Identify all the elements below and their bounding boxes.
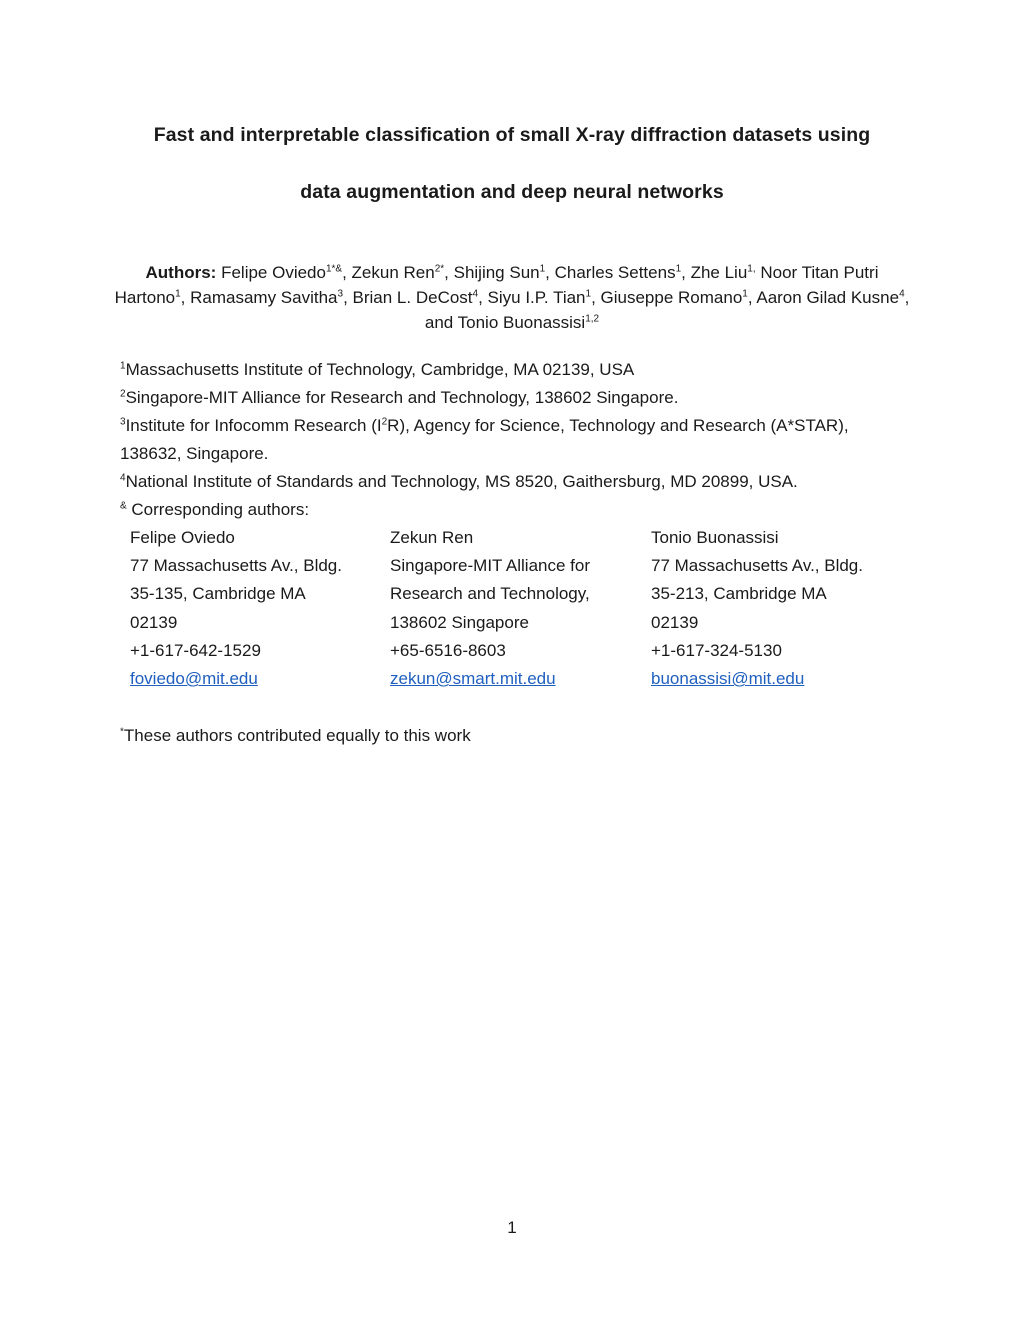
note-text: These authors contributed equally to this work — [123, 726, 471, 745]
contact-phone: +65-6516-8603 — [390, 640, 506, 660]
author-affiliation-sup: 3 — [337, 288, 344, 300]
author-name: , Giuseppe Romano — [591, 288, 743, 307]
affiliation-sup: 1 — [120, 360, 126, 372]
note-sup: * — [120, 726, 124, 738]
contact-address-line: 35-213, Cambridge MA — [651, 584, 827, 604]
author-affiliation-sup: 1 — [742, 288, 748, 300]
contact-phone: +1-617-324-5130 — [651, 640, 782, 660]
contact-name: Tonio Buonassisi — [651, 528, 779, 547]
affiliation-sup: 3 — [120, 416, 126, 428]
contact-email-link[interactable]: zekun@smart.mit.edu — [390, 669, 556, 689]
author-name: , Zhe Liu — [681, 263, 748, 282]
author-affiliation-sup: 2* — [434, 263, 445, 275]
equal-contribution-note — [120, 722, 471, 750]
contact-email-link[interactable]: foviedo@mit.edu — [130, 669, 258, 689]
corresponding-authors-heading — [120, 496, 920, 524]
author-name: , Siyu I.P. Tian — [478, 288, 586, 307]
affiliation-3-line-2: 138632, Singapore. — [120, 444, 269, 463]
affiliation-4 — [120, 468, 920, 496]
author-name: , Ramasamy Savitha — [180, 288, 338, 307]
contact-address-line: 77 Massachusetts Av., Bldg. — [130, 556, 342, 576]
author-name: , Zekun Ren — [342, 263, 435, 282]
contact-address-line: 02139 — [651, 612, 699, 632]
author-affiliation-sup: 1 — [175, 288, 181, 300]
affiliation-text: Singapore-MIT Alliance for Research and Technology, 138602 Singapore. — [125, 388, 679, 407]
contact-address-line: Research and Technology, — [390, 584, 590, 604]
author-name: , and Tonio Buonassisi — [424, 288, 910, 332]
author-name: , Charles Settens — [545, 263, 676, 282]
affiliation-text: National Institute of Standards and Technology, MS 8520, Gaithersburg, MD 20899, USA. — [125, 472, 798, 491]
contact-column-1 — [130, 524, 380, 693]
author-name: Felipe Oviedo — [221, 263, 326, 282]
authors-label: Authors: — [145, 263, 217, 282]
contact-email-link[interactable]: buonassisi@mit.edu — [651, 669, 805, 689]
affiliation-sup: 2 — [120, 388, 126, 400]
author-affiliation-sup: 1 — [539, 263, 546, 275]
contact-name: Felipe Oviedo — [130, 528, 235, 547]
author-name: Noor Titan Putri Hartono — [114, 263, 879, 307]
contact-address-line: 138602 Singapore — [390, 612, 529, 632]
author-affiliation-sup: 1,2 — [585, 313, 600, 325]
contact-phone: +1-617-642-1529 — [130, 640, 261, 660]
author-name: , Brian L. DeCost — [343, 288, 473, 307]
author-affiliation-sup: 1, — [747, 263, 756, 275]
affiliation-3 — [120, 412, 920, 440]
contact-address-line: 77 Massachusetts Av., Bldg. — [651, 556, 863, 576]
author-affiliation-sup: 4 — [472, 288, 479, 300]
corresponding-sup: & — [120, 500, 127, 512]
contact-address-line: 35-135, Cambridge MA — [130, 584, 306, 604]
paper-title-line-2: data augmentation and deep neural networks — [300, 181, 724, 203]
affiliation-2 — [120, 384, 920, 412]
author-affiliation-sup: 1 — [675, 263, 682, 275]
author-affiliation-sup: 4 — [899, 288, 905, 300]
affiliation-inline-sup: 2 — [381, 416, 388, 428]
author-affiliation-sup: 1*& — [325, 263, 343, 275]
author-name: , Shijing Sun — [444, 263, 540, 282]
page-number: 1 — [507, 1218, 517, 1237]
contact-column-2 — [390, 524, 640, 693]
author-list — [112, 260, 912, 335]
affiliation-text: R), Agency for Science, Technology and Research (A*STAR), — [387, 416, 849, 435]
affiliation-sup: 4 — [120, 472, 126, 484]
contact-address-line: 02139 — [130, 612, 178, 632]
corresponding-label: Corresponding authors: — [126, 500, 310, 519]
affiliation-text: Institute for Infocomm Research (I — [125, 416, 382, 435]
affiliation-1 — [120, 356, 920, 384]
author-affiliation-sup: 1 — [585, 288, 592, 300]
contact-name: Zekun Ren — [390, 528, 474, 547]
contact-column-3 — [651, 524, 901, 693]
paper-title-line-1: Fast and interpretable classification of small X-ray diffraction datasets using — [153, 124, 871, 146]
author-name: , Aaron Gilad Kusne — [747, 288, 900, 307]
affiliation-text: Massachusetts Institute of Technology, Cambridge, MA 02139, USA — [125, 360, 635, 379]
contact-address-line: Singapore-MIT Alliance for — [390, 556, 591, 576]
